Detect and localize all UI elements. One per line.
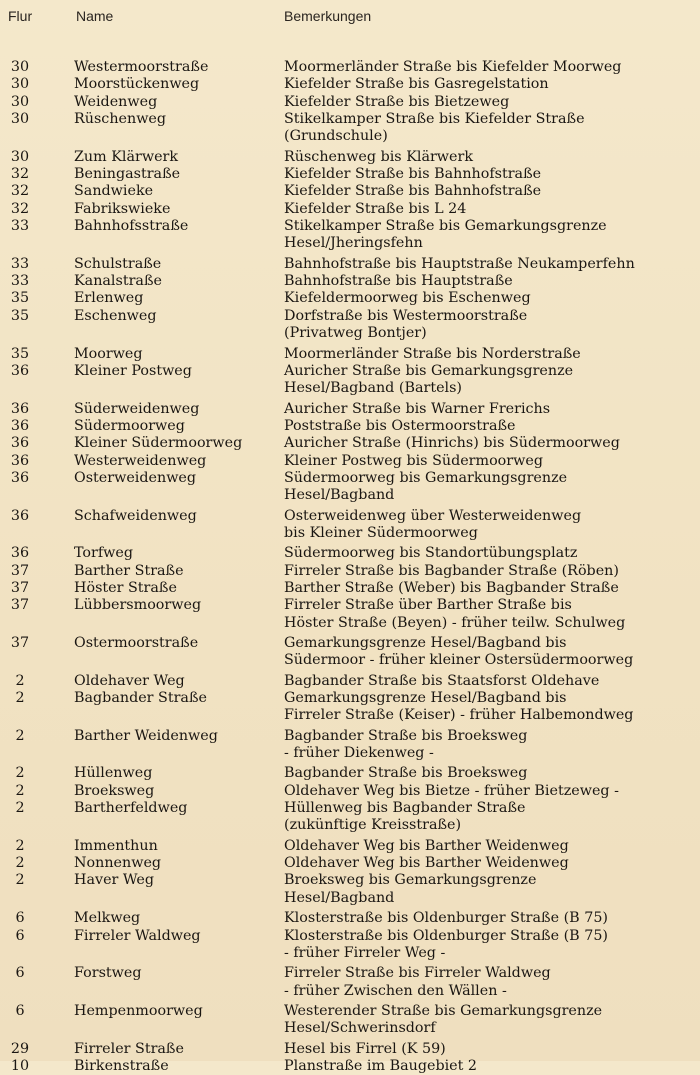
- street-name-cell: Westerweidenweg: [74, 452, 207, 469]
- row-line: [0, 183, 700, 200]
- remarks-cell: Oldehaver Weg bis Barther Weidenweg: [284, 837, 569, 854]
- flur-cell: 2: [15, 837, 25, 854]
- flur-cell: 36: [10, 435, 30, 452]
- remarks-cell: Südermoorweg bis Gemarkungsgrenze: [284, 469, 568, 486]
- street-name-cell: Melkweg: [74, 910, 141, 927]
- row-line: [0, 1020, 700, 1037]
- row-line: [0, 401, 700, 418]
- row-line: [0, 945, 700, 962]
- row-line: [0, 728, 700, 745]
- flur-cell: 32: [10, 200, 30, 217]
- table-row: [0, 690, 700, 728]
- row-line: [0, 783, 700, 800]
- remarks-cell: Hesel bis Firrel (K 59): [284, 1040, 446, 1057]
- street-name-cell: Broeksweg: [74, 782, 155, 799]
- street-name-cell: Ostermoorstraße: [74, 635, 199, 651]
- remarks-cell: Auricher Straße bis Gemarkungsgrenze: [284, 362, 574, 379]
- remarks-cell: Firreler Straße bis Bagbander Straße (Röben): [284, 562, 619, 579]
- header-bemerkungen: Bemerkungen: [284, 8, 372, 24]
- street-name-cell: Eschenweg: [74, 307, 157, 324]
- table-row: [0, 928, 700, 966]
- flur-cell: 6: [15, 965, 25, 982]
- remarks-cell: Firreler Straße über Barther Straße bis: [284, 597, 572, 614]
- row-line: [0, 872, 700, 889]
- remarks-cell: - früher Firreler Weg -: [284, 944, 446, 961]
- row-line: [0, 563, 700, 580]
- remarks-cell: Auricher Straße (Hinrichs) bis Südermoorweg: [284, 435, 620, 452]
- remarks-cell: Hesel/Bagband: [284, 889, 395, 906]
- remarks-cell: Stikelkamper Straße bis Kiefelder Straße: [284, 111, 585, 128]
- table-row: [0, 855, 700, 872]
- street-name-cell: Moorweg: [74, 345, 143, 362]
- flur-cell: 2: [15, 800, 25, 817]
- remarks-cell: (Grundschule): [284, 128, 388, 145]
- remarks-cell: Hüllenweg bis Bagbander Straße: [284, 800, 526, 817]
- table-row: [0, 597, 700, 635]
- remarks-cell: Bagbander Straße bis Staatsforst Oldehave: [284, 672, 600, 689]
- flur-cell: 35: [10, 307, 30, 324]
- street-name-cell: Bartherfeldweg: [74, 800, 188, 817]
- row-line: [0, 94, 700, 111]
- table-row: [0, 728, 700, 766]
- row-line: [0, 983, 700, 1000]
- table-row: [0, 218, 700, 256]
- row-line: [0, 218, 700, 235]
- row-line: [0, 435, 700, 452]
- table-row: [0, 508, 700, 546]
- table-row: [0, 453, 700, 470]
- table-row: [0, 94, 700, 111]
- remarks-cell: Planstraße im Baugebiet 2: [284, 1057, 478, 1074]
- row-line: [0, 910, 700, 927]
- remarks-cell: Kiefelder Straße bis Gasregelstation: [284, 76, 549, 93]
- flur-cell: 33: [10, 218, 30, 235]
- row-line: [0, 59, 700, 76]
- table-row: [0, 783, 700, 800]
- street-name-cell: Barther Straße: [74, 562, 184, 579]
- remarks-cell: Bagbander Straße bis Broeksweg: [284, 765, 528, 782]
- remarks-cell: Klosterstraße bis Oldenburger Straße (B 75): [284, 910, 608, 927]
- flur-cell: 37: [10, 562, 30, 579]
- remarks-cell: Broeksweg bis Gemarkungsgrenze: [284, 872, 537, 889]
- street-name-cell: Firreler Waldweg: [74, 927, 201, 944]
- street-name-cell: Hempenmoorweg: [74, 1002, 203, 1019]
- remarks-cell: Stikelkamper Straße bis Gemarkungsgrenze: [284, 218, 607, 235]
- remarks-cell: Klosterstraße bis Oldenburger Straße (B 75): [284, 927, 608, 944]
- remarks-cell: Kiefelder Straße bis Bietzeweg: [284, 93, 510, 110]
- street-name-cell: Erlenweg: [74, 290, 144, 307]
- street-name-cell: Bagbander Straße: [74, 690, 207, 707]
- street-name-cell: Forstweg: [74, 965, 142, 982]
- remarks-cell: - früher Zwischen den Wällen -: [284, 982, 507, 999]
- street-name-cell: Bahnhofsstraße: [74, 218, 189, 235]
- table-row: [0, 308, 700, 346]
- remarks-cell: Auricher Straße bis Warner Frerichs: [284, 400, 551, 417]
- flur-cell: 37: [10, 579, 30, 596]
- street-name-cell: Moorstückenweg: [74, 76, 200, 93]
- flur-cell: 6: [15, 927, 25, 944]
- flur-cell: 6: [15, 910, 25, 927]
- table-row: [0, 290, 700, 307]
- street-name-cell: Kleiner Postweg: [74, 362, 192, 379]
- table-row: [0, 1003, 700, 1041]
- row-line: [0, 525, 700, 542]
- row-line: [0, 76, 700, 93]
- row-line: [0, 652, 700, 669]
- street-name-cell: Torfweg: [74, 545, 134, 562]
- row-line: [0, 707, 700, 724]
- street-name-cell: Beningastraße: [74, 166, 181, 183]
- table-row: [0, 635, 700, 673]
- remarks-cell: Bagbander Straße bis Broeksweg: [284, 727, 528, 744]
- flur-cell: 36: [10, 452, 30, 469]
- row-line: [0, 800, 700, 817]
- street-name-cell: Oldehaver Weg: [74, 672, 185, 689]
- street-name-cell: Höster Straße: [74, 579, 177, 596]
- street-name-cell: Schulstraße: [74, 255, 162, 272]
- flur-cell: 10: [10, 1057, 30, 1074]
- row-line: [0, 545, 700, 562]
- street-name-cell: Sandwieke: [74, 183, 154, 200]
- street-table: [0, 59, 700, 1075]
- remarks-cell: Kiefeldermoorweg bis Eschenweg: [284, 290, 531, 307]
- remarks-cell: Bahnhofstraße bis Hauptstraße: [284, 273, 513, 290]
- row-line: [0, 508, 700, 525]
- table-row: [0, 910, 700, 927]
- table-row: [0, 273, 700, 290]
- flur-cell: 2: [15, 782, 25, 799]
- flur-cell: 36: [10, 545, 30, 562]
- street-name-cell: Immenthun: [74, 837, 158, 854]
- remarks-cell: - früher Diekenweg -: [284, 745, 434, 762]
- flur-cell: 36: [10, 362, 30, 379]
- table-header: [0, 8, 700, 28]
- table-row: [0, 363, 700, 401]
- table-row: [0, 401, 700, 418]
- table-row: [0, 765, 700, 782]
- table-row: [0, 1058, 700, 1075]
- table-row: [0, 545, 700, 562]
- street-name-cell: Südermoorweg: [74, 417, 185, 434]
- flur-cell: 32: [10, 166, 30, 183]
- flur-cell: 30: [10, 93, 30, 110]
- row-line: [0, 487, 700, 504]
- remarks-cell: Kiefelder Straße bis Bahnhofstraße: [284, 183, 542, 200]
- street-name-cell: Barther Weidenweg: [74, 727, 218, 744]
- flur-cell: 33: [10, 255, 30, 272]
- table-row: [0, 418, 700, 435]
- flur-cell: 2: [15, 872, 25, 889]
- street-name-cell: Osterweidenweg: [74, 469, 197, 486]
- remarks-cell: Südermoor - früher kleiner Ostersüdermoorweg: [284, 652, 634, 669]
- remarks-cell: Moormerländer Straße bis Kiefelder Moorweg: [284, 59, 622, 75]
- flur-cell: 2: [15, 672, 25, 689]
- table-row: [0, 800, 700, 838]
- street-name-cell: Hüllenweg: [74, 765, 153, 782]
- flur-cell: 2: [15, 855, 25, 872]
- flur-cell: 30: [10, 111, 30, 128]
- remarks-cell: Poststraße bis Ostermoorstraße: [284, 417, 516, 434]
- row-line: [0, 201, 700, 218]
- table-row: [0, 183, 700, 200]
- remarks-cell: Hesel/Schwerinsdorf: [284, 1020, 436, 1037]
- row-line: [0, 580, 700, 597]
- table-row: [0, 470, 700, 508]
- row-line: [0, 635, 700, 652]
- table-row: [0, 166, 700, 183]
- table-row: [0, 965, 700, 1003]
- row-line: [0, 308, 700, 325]
- row-line: [0, 111, 700, 128]
- table-row: [0, 1041, 700, 1058]
- table-row: [0, 673, 700, 690]
- remarks-cell: Südermoorweg bis Standortübungsplatz: [284, 545, 578, 562]
- flur-cell: 33: [10, 273, 30, 290]
- flur-cell: 36: [10, 469, 30, 486]
- table-row: [0, 872, 700, 910]
- row-line: [0, 128, 700, 145]
- remarks-cell: Barther Straße (Weber) bis Bagbander Straße: [284, 579, 619, 596]
- street-name-cell: Zum Klärwerk: [74, 148, 179, 165]
- row-line: [0, 965, 700, 982]
- street-name-cell: Lübbersmoorweg: [74, 597, 202, 614]
- row-line: [0, 363, 700, 380]
- flur-cell: 2: [15, 727, 25, 744]
- street-name-cell: Westermoorstraße: [74, 59, 209, 75]
- street-name-cell: Nonnenweg: [74, 855, 162, 872]
- table-row: [0, 76, 700, 93]
- street-name-cell: Kanalstraße: [74, 273, 162, 290]
- street-name-cell: Rüschenweg: [74, 111, 167, 128]
- row-line: [0, 1058, 700, 1075]
- remarks-cell: Firreler Straße (Keiser) - früher Halbemondweg: [284, 707, 634, 724]
- street-name-cell: Firreler Straße: [74, 1040, 184, 1057]
- table-row: [0, 111, 700, 149]
- row-line: [0, 273, 700, 290]
- remarks-cell: Hesel/Bagband (Bartels): [284, 380, 463, 397]
- street-name-cell: Schafweidenweg: [74, 507, 197, 524]
- remarks-cell: (Privatweg Bontjer): [284, 325, 427, 342]
- remarks-cell: Bahnhofstraße bis Hauptstraße Neukamperfehn: [284, 255, 635, 272]
- street-name-cell: Fabrikswieke: [74, 200, 171, 217]
- remarks-cell: bis Kleiner Südermoorweg: [284, 524, 478, 541]
- remarks-cell: Kleiner Postweg bis Südermoorweg: [284, 452, 543, 469]
- remarks-cell: Kiefelder Straße bis Bahnhofstraße: [284, 166, 542, 183]
- row-line: [0, 615, 700, 632]
- row-line: [0, 673, 700, 690]
- flur-cell: 37: [10, 635, 30, 651]
- flur-cell: 37: [10, 597, 30, 614]
- remarks-cell: Dorfstraße bis Westermoorstraße: [284, 307, 528, 324]
- row-line: [0, 380, 700, 397]
- table-row: [0, 346, 700, 363]
- row-line: [0, 597, 700, 614]
- flur-cell: 36: [10, 417, 30, 434]
- flur-cell: 36: [10, 400, 30, 417]
- remarks-cell: Oldehaver Weg bis Barther Weidenweg: [284, 855, 569, 872]
- row-line: [0, 1003, 700, 1020]
- row-line: [0, 453, 700, 470]
- remarks-cell: (zukünftige Kreisstraße): [284, 817, 462, 834]
- row-line: [0, 838, 700, 855]
- remarks-cell: Westerender Straße bis Gemarkungsgrenze: [284, 1002, 603, 1019]
- table-row: [0, 435, 700, 452]
- flur-cell: 36: [10, 507, 30, 524]
- row-line: [0, 235, 700, 252]
- table-row: [0, 838, 700, 855]
- row-line: [0, 1041, 700, 1058]
- table-row: [0, 149, 700, 166]
- row-line: [0, 855, 700, 872]
- row-line: [0, 346, 700, 363]
- remarks-cell: Osterweidenweg über Westerweidenweg: [284, 507, 582, 524]
- remarks-cell: Hesel/Jheringsfehn: [284, 235, 423, 252]
- row-line: [0, 765, 700, 782]
- remarks-cell: Kiefelder Straße bis L 24: [284, 200, 467, 217]
- flur-cell: 6: [15, 1002, 25, 1019]
- table-row: [0, 201, 700, 218]
- street-name-cell: Weidenweg: [74, 93, 158, 110]
- flur-cell: 2: [15, 765, 25, 782]
- row-line: [0, 166, 700, 183]
- flur-cell: 35: [10, 290, 30, 307]
- remarks-cell: Oldehaver Weg bis Bietze - früher Bietzeweg -: [284, 782, 619, 799]
- flur-cell: 32: [10, 183, 30, 200]
- remarks-cell: Hesel/Bagband: [284, 487, 395, 504]
- remarks-cell: Höster Straße (Beyen) - früher teilw. Schulweg: [284, 614, 626, 631]
- remarks-cell: Rüschenweg bis Klärwerk: [284, 148, 474, 165]
- row-line: [0, 418, 700, 435]
- flur-cell: 29: [10, 1040, 30, 1057]
- table-row: [0, 563, 700, 580]
- remarks-cell: Firreler Straße bis Firreler Waldweg: [284, 965, 551, 982]
- flur-cell: 30: [10, 76, 30, 93]
- row-line: [0, 817, 700, 834]
- row-line: [0, 149, 700, 166]
- row-line: [0, 470, 700, 487]
- flur-cell: 30: [10, 59, 30, 75]
- remarks-cell: Gemarkungsgrenze Hesel/Bagband bis: [284, 635, 567, 651]
- table-row: [0, 256, 700, 273]
- flur-cell: 2: [15, 690, 25, 707]
- street-name-cell: Süderweidenweg: [74, 400, 200, 417]
- street-name-cell: Birkenstraße: [74, 1057, 169, 1074]
- table-row: [0, 580, 700, 597]
- flur-cell: 30: [10, 148, 30, 165]
- street-name-cell: Kleiner Südermoorweg: [74, 435, 243, 452]
- street-name-cell: Haver Weg: [74, 872, 155, 889]
- table-row: [0, 59, 700, 76]
- row-line: [0, 928, 700, 945]
- row-line: [0, 745, 700, 762]
- row-line: [0, 690, 700, 707]
- flur-cell: 35: [10, 345, 30, 362]
- remarks-cell: Moormerländer Straße bis Norderstraße: [284, 345, 581, 362]
- row-line: [0, 290, 700, 307]
- header-name: Name: [76, 8, 114, 24]
- row-line: [0, 325, 700, 342]
- remarks-cell: Gemarkungsgrenze Hesel/Bagband bis: [284, 690, 567, 707]
- row-line: [0, 256, 700, 273]
- header-flur: Flur: [8, 8, 33, 24]
- row-line: [0, 890, 700, 907]
